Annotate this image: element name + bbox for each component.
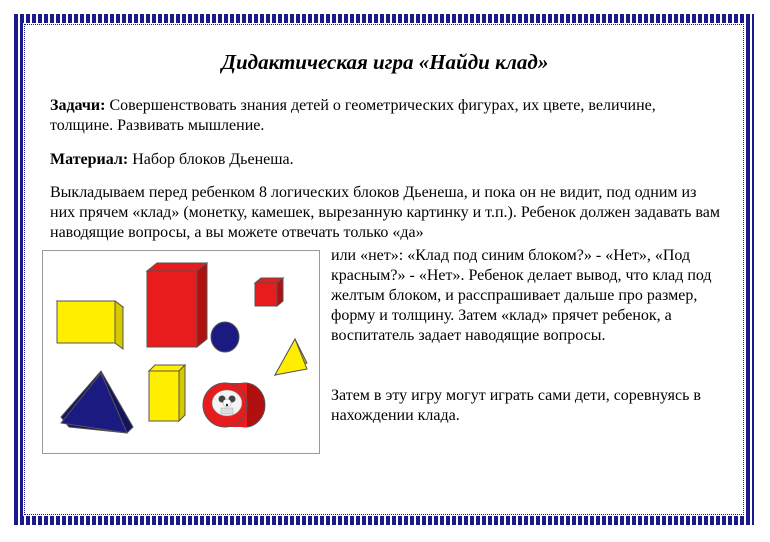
red-small-cube-icon — [255, 278, 283, 306]
material-label: Материал: — [50, 151, 129, 168]
page-title: Дидактическая игра «Найди клад» — [221, 50, 549, 74]
red-tall-box-icon — [147, 263, 207, 347]
description-top: Выкладываем перед ребенком 8 логических блоков Дьенеша, и пока он не видит, под одним из них прячем «клад» (монетку, камешек, вырезанную картинку и т.п.). Ребенок должен задавать вам наводящие вопросы, а вы можете отвечать только «да» — [50, 184, 720, 241]
red-cylinder-icon — [203, 383, 265, 427]
description-side: или «нет»: «Клад под синим блоком?» - «Нет», «Под красным?» - «Нет». Ребенок делает вывод, что клад под желтым блоком, и расспрашивает дальше про размер, форму и толщину. Затем «клад» прячет ребенок, а воспитатель задает наводящие вопросы. — [331, 247, 712, 344]
tasks-text: Совершенствовать знания детей о геометрических фигурах, их цвете, величине, толщине. Развивать мышление. — [50, 97, 656, 134]
yellow-triangle-icon — [275, 339, 307, 375]
yellow-cube-icon — [57, 301, 123, 349]
material-text: Набор блоков Дьенеша. — [128, 151, 294, 168]
tasks-paragraph — [50, 96, 722, 136]
closing-paragraph: Затем в эту игру могут играть сами дети, соревнуясь в нахождении клада. — [331, 387, 701, 424]
blue-triangle-icon — [61, 371, 133, 433]
dienes-blocks-svg — [43, 251, 319, 453]
dienes-blocks-illustration — [42, 250, 320, 454]
tasks-label: Задачи: — [50, 97, 106, 114]
material-paragraph — [50, 150, 722, 170]
blue-circle-icon — [211, 322, 239, 352]
yellow-small-box-icon — [149, 365, 185, 421]
